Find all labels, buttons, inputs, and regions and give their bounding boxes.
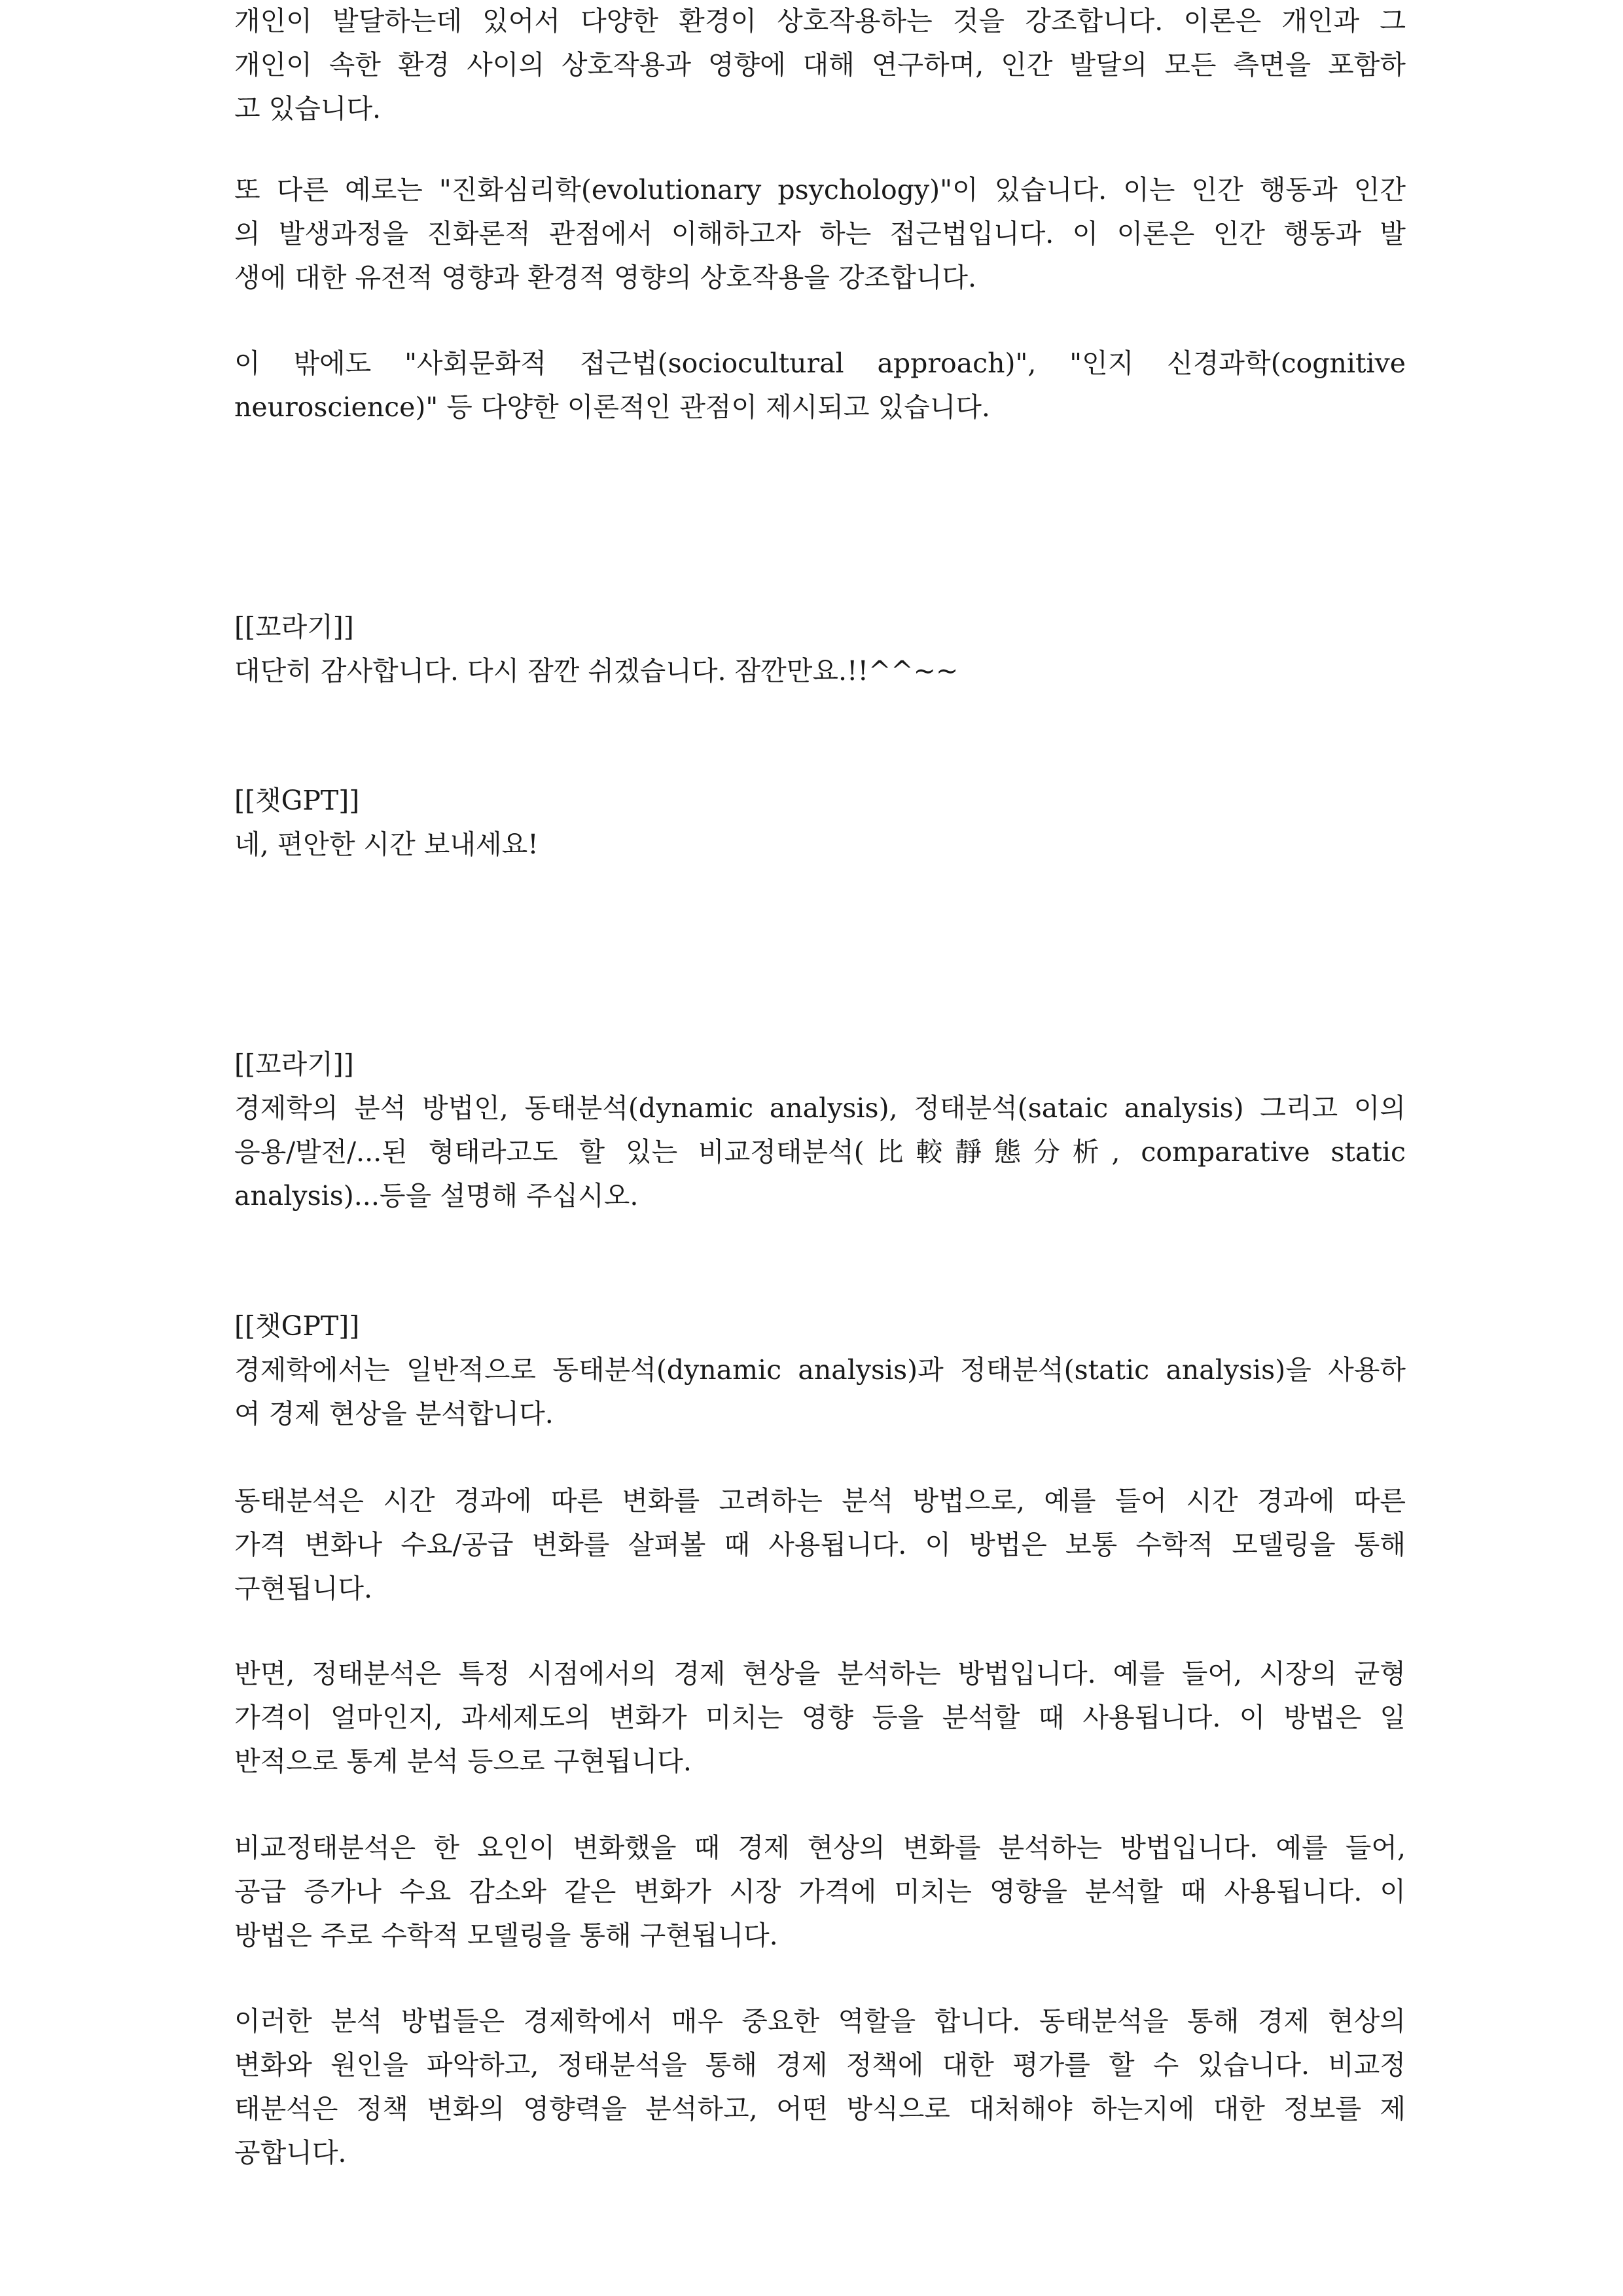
speaker-label: [[꼬라기]]: [234, 611, 354, 643]
text-line: 가격이 얼마인지, 과세제도의 변화가 미치는 영향 등을 분석할 때 사용됩니다. 이 방법은 일: [234, 1702, 1406, 1733]
text-line: 또 다른 예로는 "진화심리학(evolutionary psychology)"이 있습니다. 이는 인간 행동과 인간: [234, 174, 1406, 206]
text-line: 개인이 발달하는데 있어서 다양한 환경이 상호작용하는 것을 강조합니다. 이론은 개인과 그: [234, 5, 1406, 37]
speaker-label: [[꼬라기]]: [234, 1049, 354, 1080]
text-line: 여 경제 현상을 분석합니다.: [234, 1398, 554, 1429]
message-user-question: [234, 1043, 1406, 1218]
text-line: analysis)...등을 설명해 주십시오.: [234, 1180, 639, 1211]
paragraph-evolutionary-psychology: [234, 168, 1406, 300]
paragraph-ecological-theory: [234, 0, 1406, 131]
text-line: 경제학에서는 일반적으로 동태분석(dynamic analysis)과 정태분석(static analysis)을 사용하: [234, 1354, 1406, 1386]
paragraph-conclusion: [234, 2000, 1406, 2175]
text-line: 고 있습니다.: [234, 93, 382, 124]
text-line: 동태분석은 시간 경과에 따른 변화를 고려하는 분석 방법으로, 예를 들어 시간 경과에 따른: [234, 1485, 1406, 1516]
text-line: 공급 증가나 수요 감소와 같은 변화가 시장 가격에 미치는 영향을 분석할 때 사용됩니다. 이: [234, 1876, 1406, 1907]
text-line: 이 밖에도 "사회문화적 접근법(sociocultural approach)", "인지 신경과학(cognitive: [234, 348, 1406, 379]
text-line: 변화와 원인을 파악하고, 정태분석을 통해 경제 정책에 대한 평가를 할 수 있습니다. 비교정: [234, 2049, 1406, 2081]
text-line: 태분석은 정책 변화의 영향력을 분석하고, 어떤 방식으로 대처해야 하는지에 대한 정보를 제: [234, 2093, 1406, 2125]
text-line: 방법은 주로 수학적 모델링을 통해 구현됩니다.: [234, 1920, 778, 1951]
text-line: 비교정태분석은 한 요인이 변화했을 때 경제 현상의 변화를 분석하는 방법입니다. 예를 들어,: [234, 1832, 1406, 1863]
text-line: 반적으로 통계 분석 등으로 구현됩니다.: [234, 1746, 692, 1777]
text-line: 경제학의 분석 방법인, 동태분석(dynamic analysis), 정태분석(sataic analysis) 그리고 이의: [234, 1092, 1406, 1124]
paragraph-dynamic-analysis: [234, 1479, 1406, 1611]
paragraph-other-perspectives: [234, 342, 1406, 429]
speaker-label: [[챗GPT]]: [234, 1310, 360, 1342]
text-line: neuroscience)" 등 다양한 이론적인 관점이 제시되고 있습니다.: [234, 391, 990, 423]
text-line: 구현됩니다.: [234, 1573, 373, 1604]
text-line: 개인이 속한 환경 사이의 상호작용과 영향에 대해 연구하며, 인간 발달의 모든 측면을 포함하: [234, 49, 1406, 81]
speaker-label: [[챗GPT]]: [234, 785, 360, 816]
paragraph-comparative-static: [234, 1826, 1406, 1958]
text-line: 생에 대한 유전적 영향과 환경적 영향의 상호작용을 강조합니다.: [234, 262, 977, 293]
text-line: 대단히 감사합니다. 다시 잠깐 쉬겠습니다. 잠깐만요.!!^^~~: [234, 655, 959, 687]
text-line: 이러한 분석 방법들은 경제학에서 매우 중요한 역할을 합니다. 동태분석을 통해 경제 현상의: [234, 2005, 1406, 2037]
text-line: 응용/발전/...된 형태라고도 할 있는 비교정태분석(比較靜態分析, comparative static: [234, 1136, 1406, 1168]
text-line: 가격 변화나 수요/공급 변화를 살펴볼 때 사용됩니다. 이 방법은 보통 수학적 모델링을 통해: [234, 1529, 1406, 1560]
text-line: 네, 편안한 시간 보내세요!: [234, 829, 539, 860]
paragraph-static-analysis: [234, 1652, 1406, 1784]
text-line: 반면, 정태분석은 특정 시점에서의 경제 현상을 분석하는 방법입니다. 예를 들어, 시장의 균형: [234, 1658, 1406, 1689]
message-user-break: [234, 605, 1406, 693]
text-line: 공합니다.: [234, 2137, 347, 2168]
text-line: 의 발생과정을 진화론적 관점에서 이해하고자 하는 접근법입니다. 이 이론은 인간 행동과 발: [234, 218, 1406, 249]
message-chatgpt-reply: [234, 779, 1406, 867]
message-chatgpt-answer: [234, 1304, 1406, 1436]
